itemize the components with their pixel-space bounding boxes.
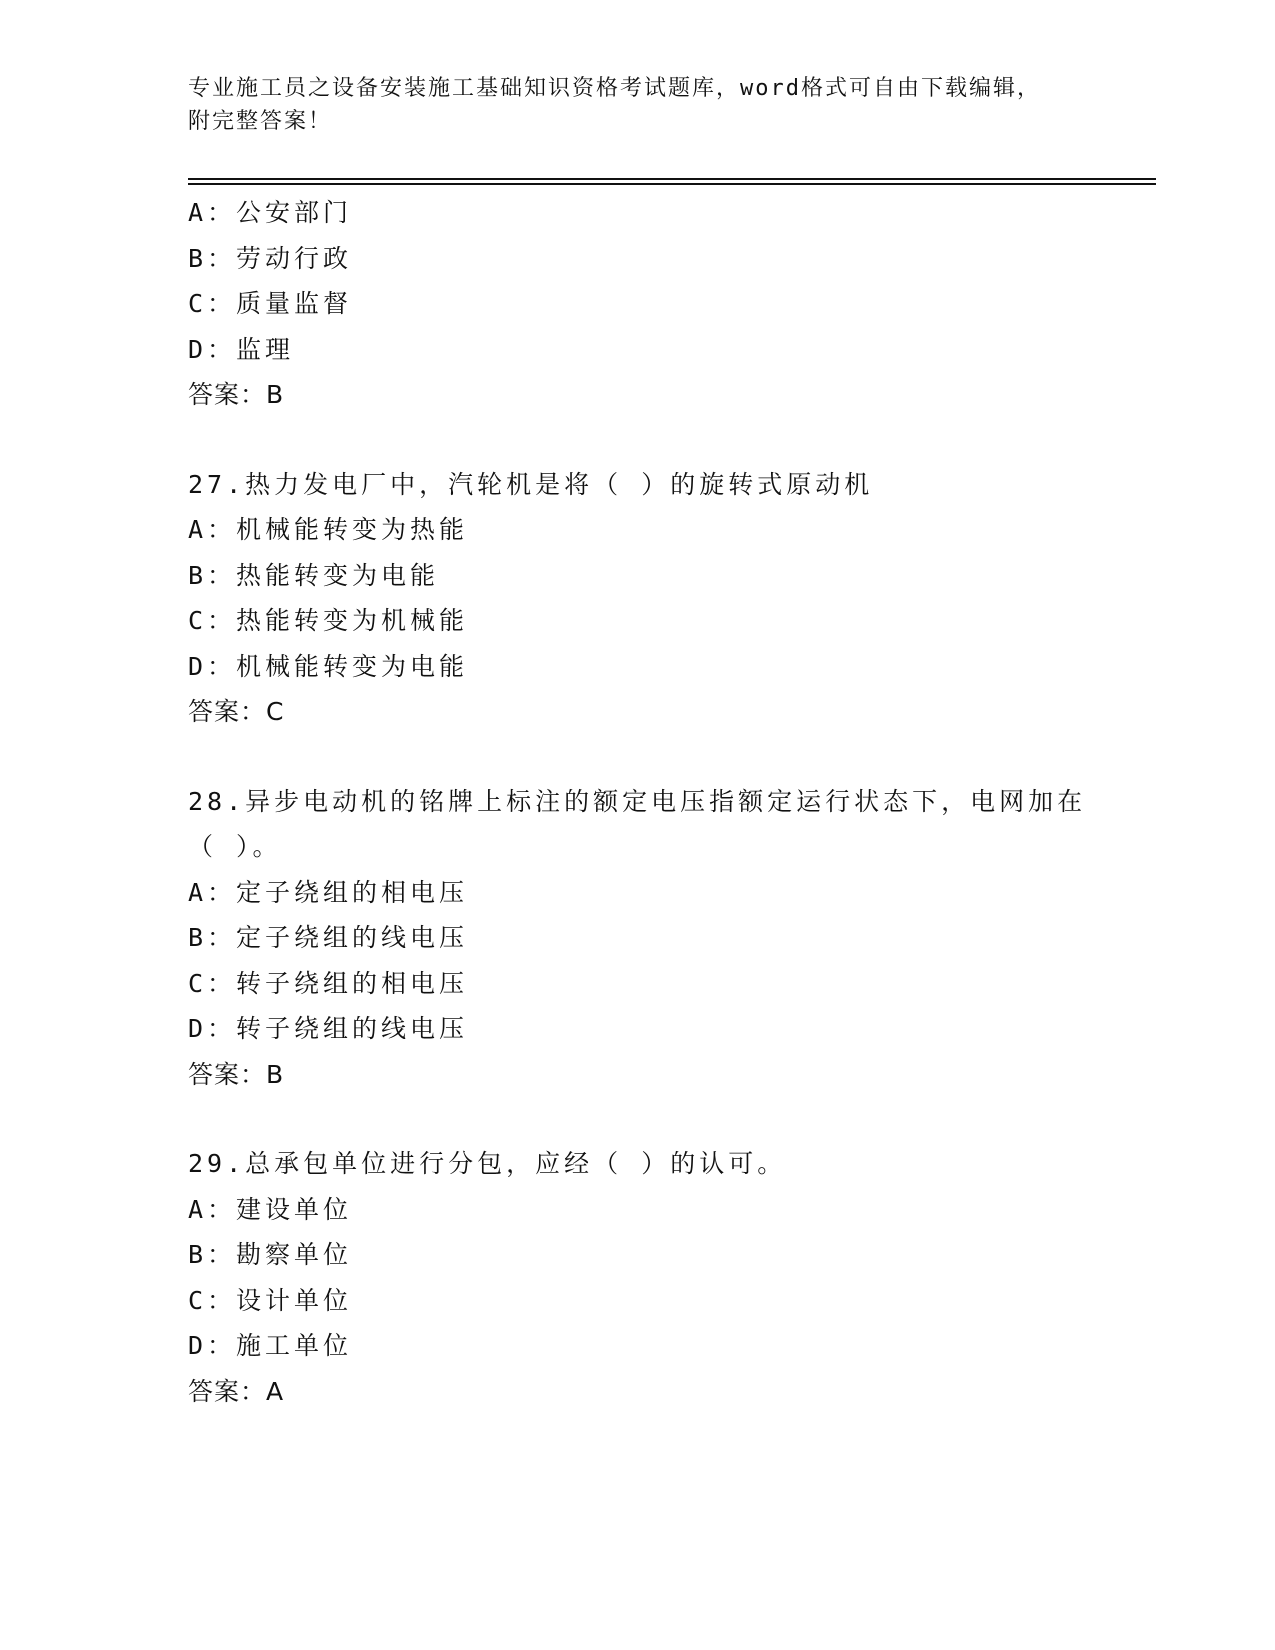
answer-line: 答案：C (188, 697, 285, 726)
header-divider-top (188, 178, 1156, 180)
question-block (188, 1141, 1156, 1414)
option-a: A：公安部门 (188, 198, 353, 227)
document-header (188, 72, 1088, 138)
block-spacer (188, 1097, 1156, 1141)
answer-line: 答案：B (188, 1059, 285, 1089)
option-d: D：监理 (188, 334, 295, 364)
question-block (188, 462, 1156, 735)
question-text: 28.异步电动机的铭牌上标注的额定电压指额定运行状态下，电网加在 (188, 786, 1087, 816)
option-a: A：定子绕组的相电压 (188, 877, 469, 907)
question-block (188, 190, 1156, 418)
option-d: D：转子绕组的线电压 (188, 1014, 469, 1043)
question-block (188, 779, 1156, 1098)
answer-line: 答案：B (188, 380, 285, 409)
option-a: A：建设单位 (188, 1194, 353, 1224)
question-text-continued: （ ）。 (188, 832, 282, 861)
option-d: D：施工单位 (188, 1331, 353, 1360)
option-b: B：热能转变为电能 (188, 560, 440, 590)
header-line-2: 附完整答案！ (188, 109, 333, 134)
option-c: C：质量监督 (188, 289, 353, 318)
option-b: B：劳动行政 (188, 243, 353, 273)
question-list (188, 190, 1156, 1414)
option-a: A：机械能转变为热能 (188, 515, 469, 544)
question-text: 29.总承包单位进行分包，应经（ ）的认可。 (188, 1149, 787, 1178)
option-c: C：转子绕组的相电压 (188, 968, 469, 998)
option-c: C：热能转变为机械能 (188, 606, 469, 635)
block-spacer (188, 735, 1156, 779)
option-b: B：定子绕组的线电压 (188, 923, 469, 952)
question-text: 27.热力发电厂中，汽轮机是将（ ）的旋转式原动机 (188, 469, 874, 499)
option-c: C：设计单位 (188, 1285, 353, 1315)
header-divider-bottom (188, 183, 1156, 185)
header-line-1: 专业施工员之设备安装施工基础知识资格考试题库，word格式可自由下载编辑， (188, 76, 1041, 101)
block-spacer (188, 418, 1156, 462)
answer-line: 答案：A (188, 1376, 285, 1406)
option-d: D：机械能转变为电能 (188, 651, 469, 681)
option-b: B：勘察单位 (188, 1240, 353, 1269)
